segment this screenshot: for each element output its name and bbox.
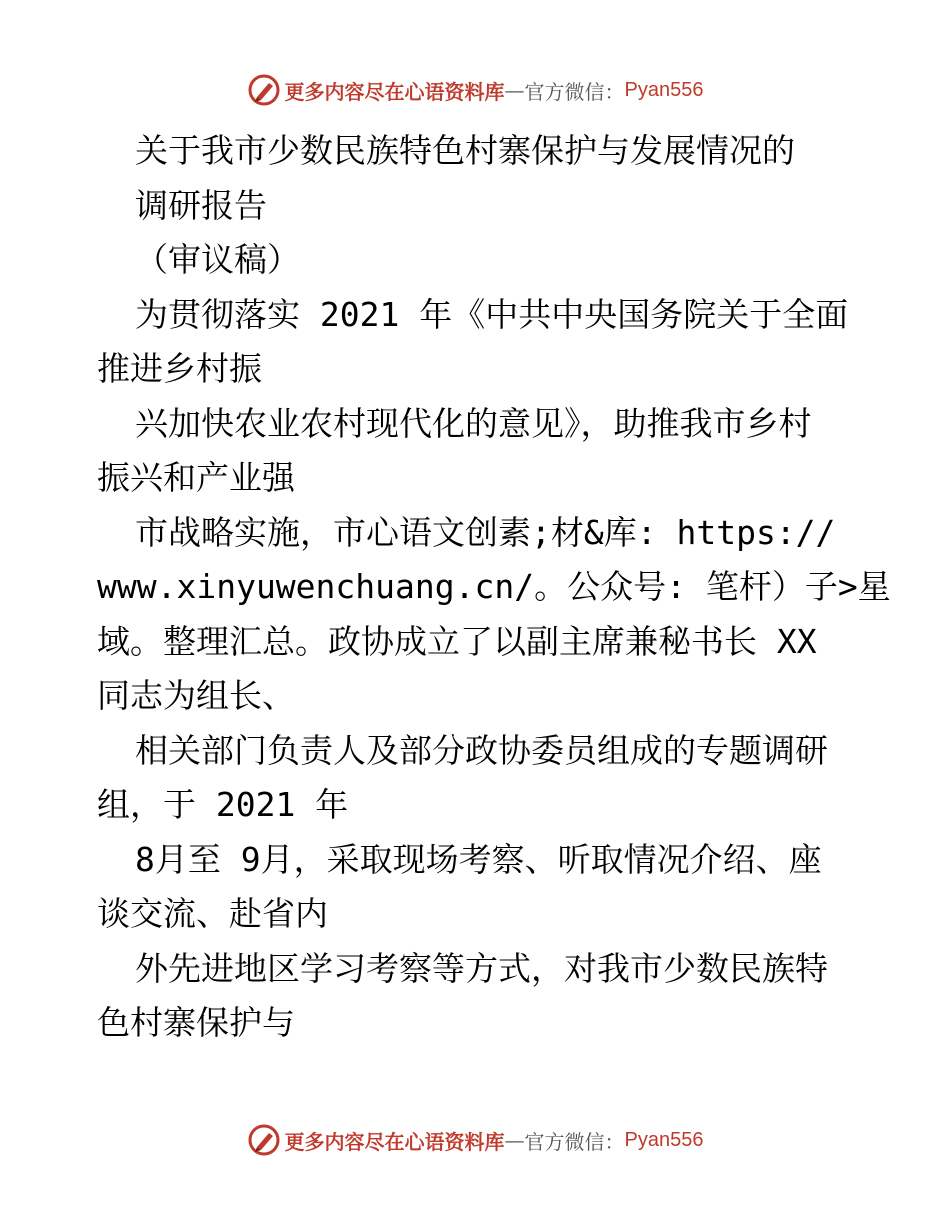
body-line: 域。整理汇总。政协成立了以副主席兼秘书长 XX bbox=[97, 621, 817, 661]
body-line: 同志为组长、 bbox=[97, 676, 295, 715]
title-line-1: 关于我市少数民族特色村寨保护与发展情况的 bbox=[135, 131, 795, 170]
body-line: 8月至 9月，采取现场考察、听取情况介绍、座 bbox=[135, 839, 822, 879]
body-line: 相关部门负责人及部分政协委员组成的专题调研 bbox=[135, 730, 828, 770]
banner-label: 官方微信： bbox=[524, 1129, 625, 1154]
banner-dash: — bbox=[504, 1128, 525, 1152]
body-line: 组，于 2021 年 bbox=[97, 785, 349, 824]
banner-main-text: 更多内容尽在心语资料库 bbox=[284, 1129, 505, 1154]
banner-label: 官方微信： bbox=[524, 79, 625, 104]
footer-banner bbox=[0, 1120, 950, 1160]
body-line: www.xinyuwenchuang.cn/。公众号: 笔杆）子>星 bbox=[97, 567, 891, 606]
banner-main-text: 更多内容尽在心语资料库 bbox=[284, 79, 505, 104]
document-body bbox=[97, 124, 891, 1051]
pen-logo-icon bbox=[247, 73, 281, 107]
title-line-2: 调研报告 bbox=[135, 185, 267, 225]
body-line: 推进乡村振 bbox=[97, 349, 262, 388]
body-line: 振兴和产业强 bbox=[97, 458, 295, 497]
banner-wechat-id: Pyan556 bbox=[624, 1128, 704, 1151]
body-line: 外先进地区学习考察等方式，对我市少数民族特 bbox=[135, 948, 828, 988]
body-line: 谈交流、赴省内 bbox=[97, 894, 328, 933]
banner-wechat-id: Pyan556 bbox=[624, 78, 704, 101]
body-line: 色村寨保护与 bbox=[97, 1003, 295, 1042]
header-banner bbox=[0, 70, 950, 110]
draft-note: （审议稿） bbox=[135, 240, 300, 279]
banner-dash: — bbox=[504, 78, 525, 102]
body-line: 为贯彻落实 2021 年《中共中央国务院关于全面 bbox=[135, 294, 849, 334]
body-line: 市战略实施，市心语文创素;材&库: https:// bbox=[135, 512, 836, 552]
pen-logo-icon bbox=[247, 1123, 281, 1157]
body-line: 兴加快农业农村现代化的意见》，助推我市乡村 bbox=[135, 403, 812, 443]
